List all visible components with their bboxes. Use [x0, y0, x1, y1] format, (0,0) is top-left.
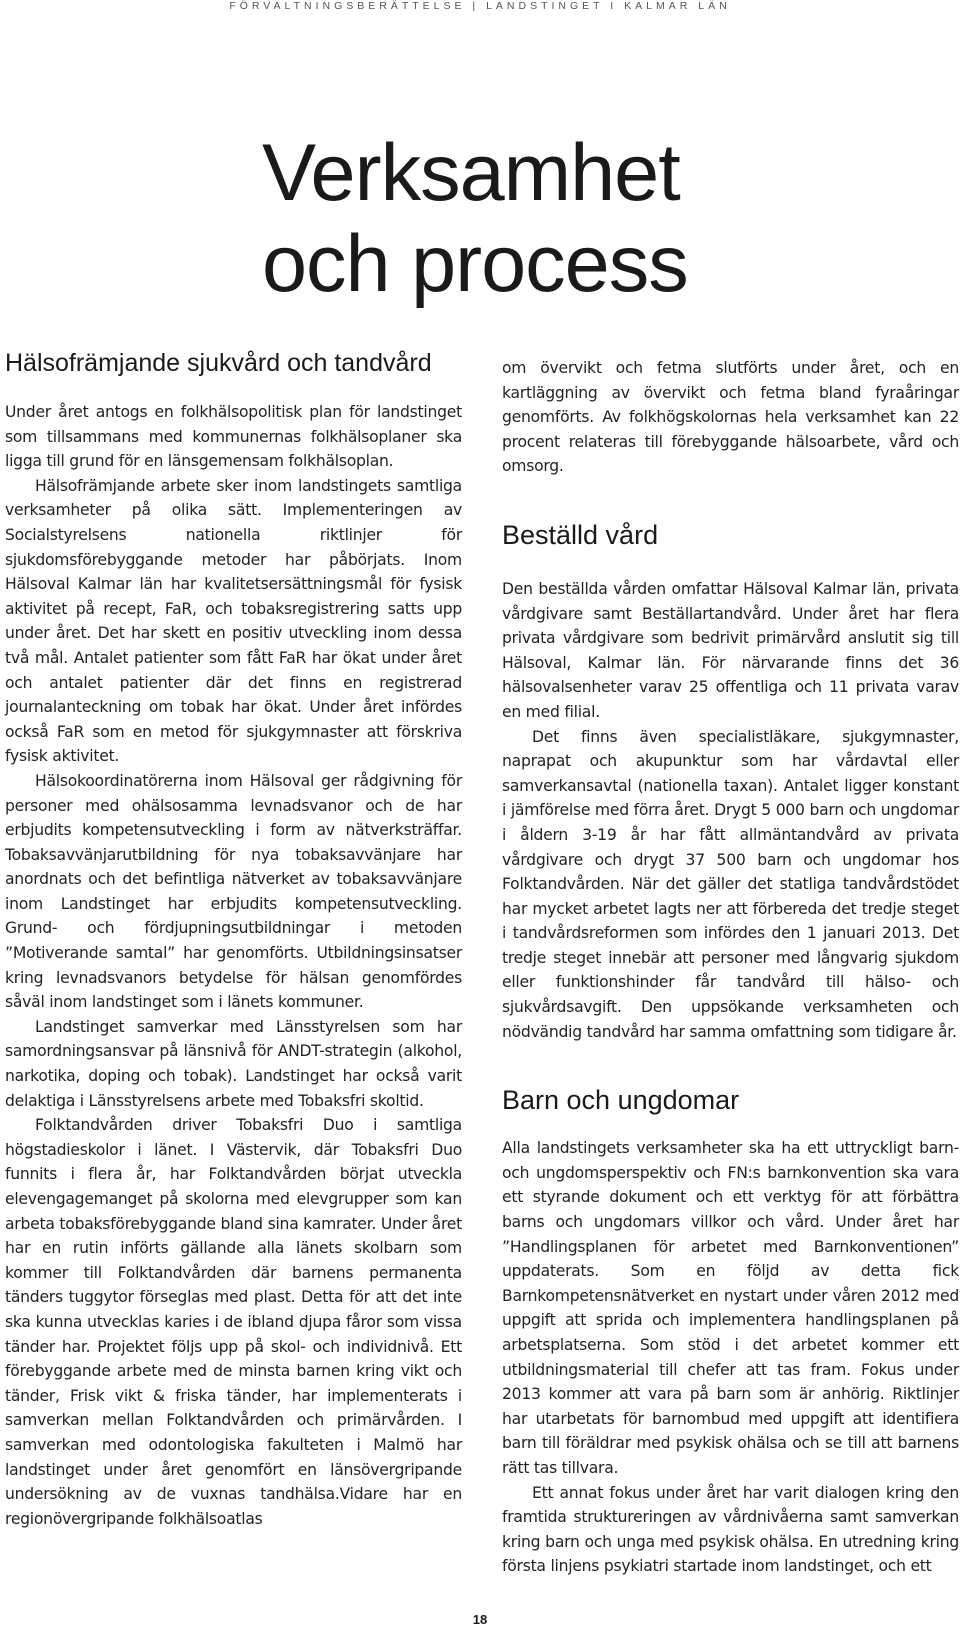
page-number: 18	[472, 1612, 488, 1627]
paragraph: Det finns även specialistläkare, sjukgymnaster, naprapat och akupunktur som har vårdavtal eller samverkansavtal (nationella taxan). Antalet ligger konstant i jämförelse med förra året. Drygt 5 000 barn och ungdomar i åldern 3-19 år har fått allmäntandvård av privata vårdgivare och drygt 37 500 barn och ungdomar hos Folktandvården. När det gäller det statliga tandvårdstödet har mycket arbetet lagts ner att förbereda det tredje steget i tandvårdsreformen som infördes den 1 januari 2013. Det tredje steget innebär att personer med långvarig sjukdom eller funktionshinder får tandvård till hälso- och sjukvårdsavgift. Den uppsökande verksamheten och nödvändig tandvård har samma omfattning som tidigare år.	[502, 727, 959, 1041]
running-header: FÖRVALTNINGSBERÄTTELSE | LANDSTINGET I KALMAR LÄN	[229, 0, 731, 12]
paragraph: Hälsokoordinatörerna inom Hälsoval ger rådgivning för personer med ohälsosamma levnadsvanor och de har erbjudits kompetensutveckling i form av nätverksträffar. Tobaksavvänjarutbildning för nya tobaksavvänjare har anordnats och det befintliga nätverket av tobaksavvänjare inom Landstinget har erbjudits kompetensutveckling. Grund- och fördjupningsutbildningar i metoden ”Motiverande samtal” har genomförts. Utbildningsinsatser kring levnadsvanors betydelse för hälsan genomfördes såväl inom landstinget som i länets kommuner.	[5, 771, 462, 1012]
paragraph: Ett annat fokus under året har varit dialogen kring den framtida struktureringen av vårdnivåerna samt samverkan kring barn och unga med psykisk ohälsa. En utredning kring första linjens psykiatri startade inom landstinget, och ett	[502, 1483, 959, 1576]
paragraph: Under året antogs en folkhälsopolitisk plan för landstinget som tillsammans med kommunernas folkhälsoplaner ska ligga till grund för en länsgemensam folkhälsoplan.	[5, 403, 462, 471]
paragraph: Landstinget samverkar med Länsstyrelsen som har samordningsansvar på länsnivå för ANDT-strategin (alkohol, narkotika, doping och tobak). Landstinget har också varit delaktiga i Länsstyrelsens arbete med Tobaksfri skoltid.	[5, 1017, 462, 1110]
paragraph: om övervikt och fetma slutförts under året, och en kartläggning av övervikt och fetma bland fyraåringar genomförts. Av folkhögskolornas hela verksamhet kan 22 procent relateras till förebyggande hälsoarbete, vård och omsorg.	[502, 359, 959, 476]
left-column	[5, 348, 462, 1531]
page-title-line-2: och process	[262, 219, 688, 309]
paragraph: Folktandvården driver Tobaksfri Duo i samtliga högstadieskolor i länet. I Västervik, där Tobaksfri Duo funnits i flera år, har Folktandvården börjat utveckla elevengagemanget på skolorna med elevgrupper som kan arbeta tobaksförebyggande bland sina kamrater. Under året har en rutin införts gällande alla länets skolbarn som kommer till Folktandvården där barnens permanenta tänders tuggytor förseglas med plast. Detta för att det inte ska kunna utvecklas karies i de ibland djupa fåror som vissa tänder har. Projektet följs upp på skol- och individnivå. Ett förebyggande arbete med de minsta barnen kring vikt och tänder, Frisk vikt & friska tänder, har implementerats i samverkan mellan Folktandvården och primärvården. I samverkan med odontologiska fakulteten i Malmö har landstinget under året genomfört en länsövergripande undersökning av de vuxnas tandhälsa.Vidare har en regionövergripande folkhälsoatlas	[5, 1116, 462, 1528]
heading-health-promotion: Hälsofrämjande sjukvård och tandvård	[5, 349, 432, 377]
page-title-line-1: Verksamhet	[262, 128, 680, 218]
heading-children-youth: Barn och ungdomar	[502, 1085, 740, 1116]
heading-ordered-care: Beställd vård	[502, 519, 659, 550]
right-column	[502, 356, 959, 1579]
paragraph: Hälsofrämjande arbete sker inom landstingets samtliga verksamheter på olika sätt. Implementeringen av Socialstyrelsens nationella riktlinjer för sjukdomsförebyggande metoder har påbörjats. Inom Hälsoval Kalmar län har kvalitetsersättningsmål för fysisk aktivitet på recept, FaR, och tobaksregistrering satts upp under året. Det har skett en positiv utveckling inom dessa två mål. Antalet patienter som fått FaR har ökat under året och antalet patienter där det finns en registrerad journalanteckning om tobak har ökat. Under året infördes också FaR som en metod för sjukgymnaster att förskriva fysisk aktivitet.	[5, 476, 462, 766]
paragraph: Alla landstingets verksamheter ska ha ett uttryckligt barn- och ungdomsperspektiv och FN:s barnkonvention ska vara ett styrande dokument och ett verktyg för att förbättra barns och ungdomars villkor och vård. Under året har ”Handlingsplanen för arbetet med Barnkonventionen” uppdaterats. Som en följd av detta fick Barnkompetensnätverket en nystart under våren 2012 med uppgift att sprida och implementera handlingsplanen på arbetsplatserna. Som stöd i det arbetet kommer ett utbildningsmaterial till chefer att tas fram. Fokus under 2013 kommer att vara på barn som är anhörig. Riktlinjer har utarbetats för barnombud med uppgift att identifiera barn till föräldrar med psykisk ohälsa och se till att barnens rätt tas tillvara.	[502, 1139, 959, 1477]
paragraph: Den beställda vården omfattar Hälsoval Kalmar län, privata vårdgivare samt Beställartandvård. Under året har flera privata vårdgivare som bedrivit primärvård anslutit sig till Hälsoval, Kalmar län. För närvarande finns det 36 hälsovalsenheter varav 25 offentliga och 11 privata varav en med filial.	[502, 579, 959, 721]
page-title	[262, 128, 688, 310]
